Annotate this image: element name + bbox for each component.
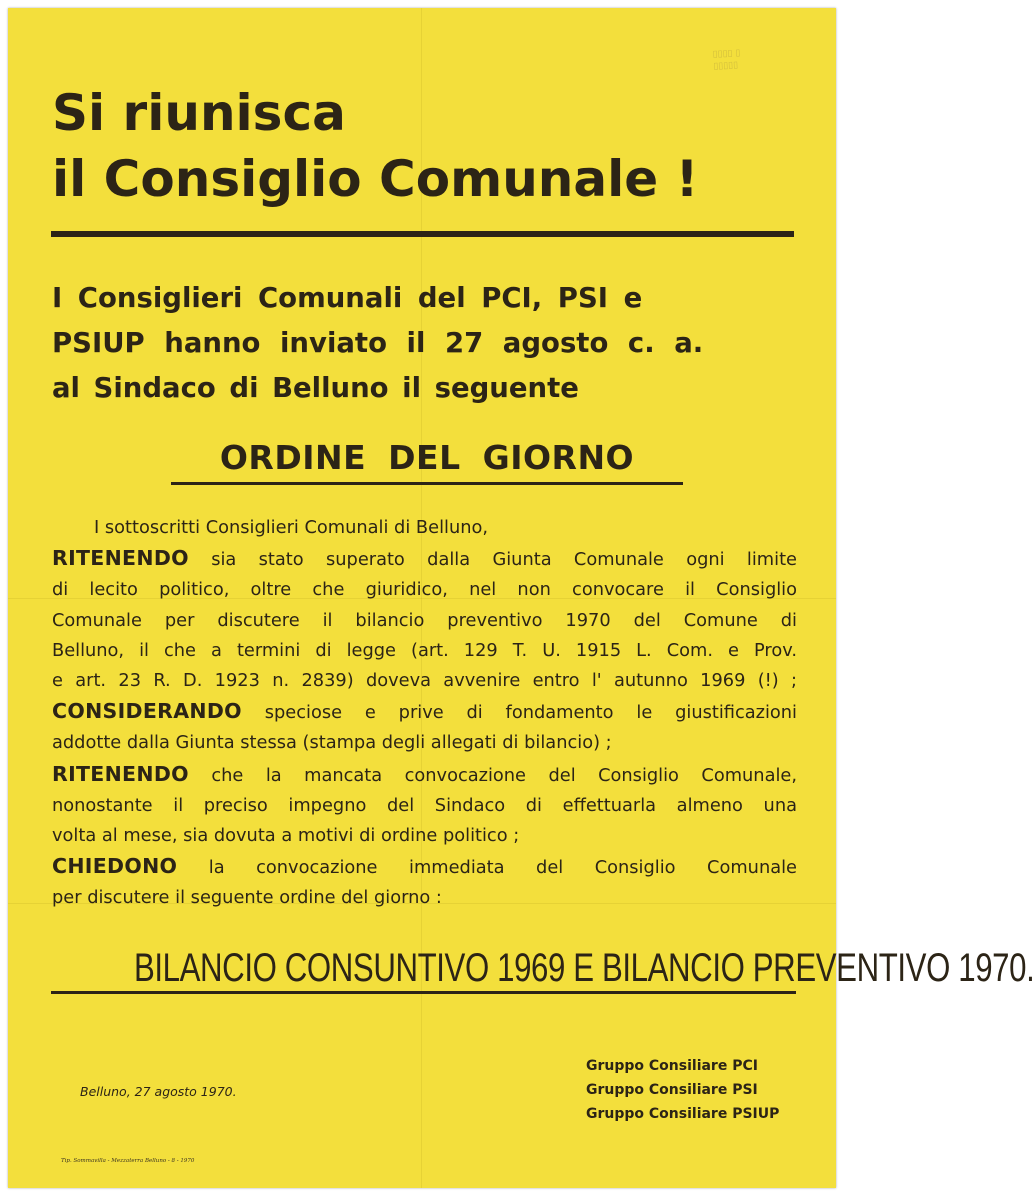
poster <box>8 8 1034 1188</box>
signatures <box>586 1054 779 1126</box>
agenda-item: BILANCIO CONSUNTIVO 1969 E BILANCIO PREVENTIVO 1970. <box>133 946 1034 990</box>
body-line: CHIEDONO la convocazione immediata del Consiglio Comunale <box>52 854 797 879</box>
keyword-ritenendo: RITENENDO <box>52 546 189 571</box>
faded-stamp: ▯▯▯▯ ▯ ▯▯▯▯▯ <box>712 48 741 72</box>
agenda-heading: ORDINE DEL GIORNO <box>171 436 683 485</box>
body-line: CONSIDERANDO speciose e prive di fondamento le giustificazioni <box>52 699 797 724</box>
intro-line-1: I Consiglieri Comunali del PCI, PSI e <box>52 282 643 314</box>
body-line: Belluno, il che a termini di legge (art. 129 T. U. 1915 L. Com. e Prov. <box>52 639 797 661</box>
signature-pci: Gruppo Consiliare PCI <box>586 1058 758 1074</box>
intro-text <box>52 276 703 411</box>
resolution-body <box>52 513 797 914</box>
intro-line-3: al Sindaco di Belluno il seguente <box>52 372 579 404</box>
keyword-considerando: CONSIDERANDO <box>52 699 242 724</box>
keyword-ritenendo-2: RITENENDO <box>52 761 189 786</box>
body-line: I sottoscritti Consiglieri Comunali di Belluno, <box>94 517 489 538</box>
printer-imprint: Tip. Sommavilla - Mezzaterra Belluno - 8 - 1970 <box>61 1158 195 1164</box>
body-line: volta al mese, sia dovuta a motivi di ordine politico ; <box>52 825 520 847</box>
agenda-underline <box>51 991 796 994</box>
title-line-1: Si riunisca <box>52 84 346 142</box>
place-date: Belluno, 27 agosto 1970. <box>80 1084 237 1099</box>
signature-psiup: Gruppo Consiliare PSIUP <box>586 1106 780 1122</box>
body-line: Comunale per discutere il bilancio preventivo 1970 del Comune di <box>52 609 797 631</box>
intro-line-2: PSIUP hanno inviato il 27 agosto c. a. <box>52 327 704 359</box>
title-line-2: il Consiglio Comunale ! <box>52 150 699 208</box>
body-line: nonostante il preciso impegno del Sindaco di effettuarla almeno una <box>52 794 797 816</box>
poster-title <box>52 80 698 212</box>
body-line: RITENENDO sia stato superato dalla Giunta Comunale ogni limite <box>52 546 797 571</box>
signature-psi: Gruppo Consiliare PSI <box>586 1082 758 1098</box>
keyword-chiedono: CHIEDONO <box>52 854 178 879</box>
body-line: RITENENDO che la mancata convocazione del Consiglio Comunale, <box>52 761 797 786</box>
body-line: di lecito politico, oltre che giuridico, nel non convocare il Consiglio <box>52 579 797 601</box>
body-line: e art. 23 R. D. 1923 n. 2839) doveva avvenire entro l' autunno 1969 (!) ; <box>52 670 797 692</box>
title-divider <box>51 231 794 237</box>
body-line: addotte dalla Giunta stessa (stampa degli allegati di bilancio) ; <box>52 732 612 754</box>
body-line: per discutere il seguente ordine del giorno : <box>52 887 442 909</box>
